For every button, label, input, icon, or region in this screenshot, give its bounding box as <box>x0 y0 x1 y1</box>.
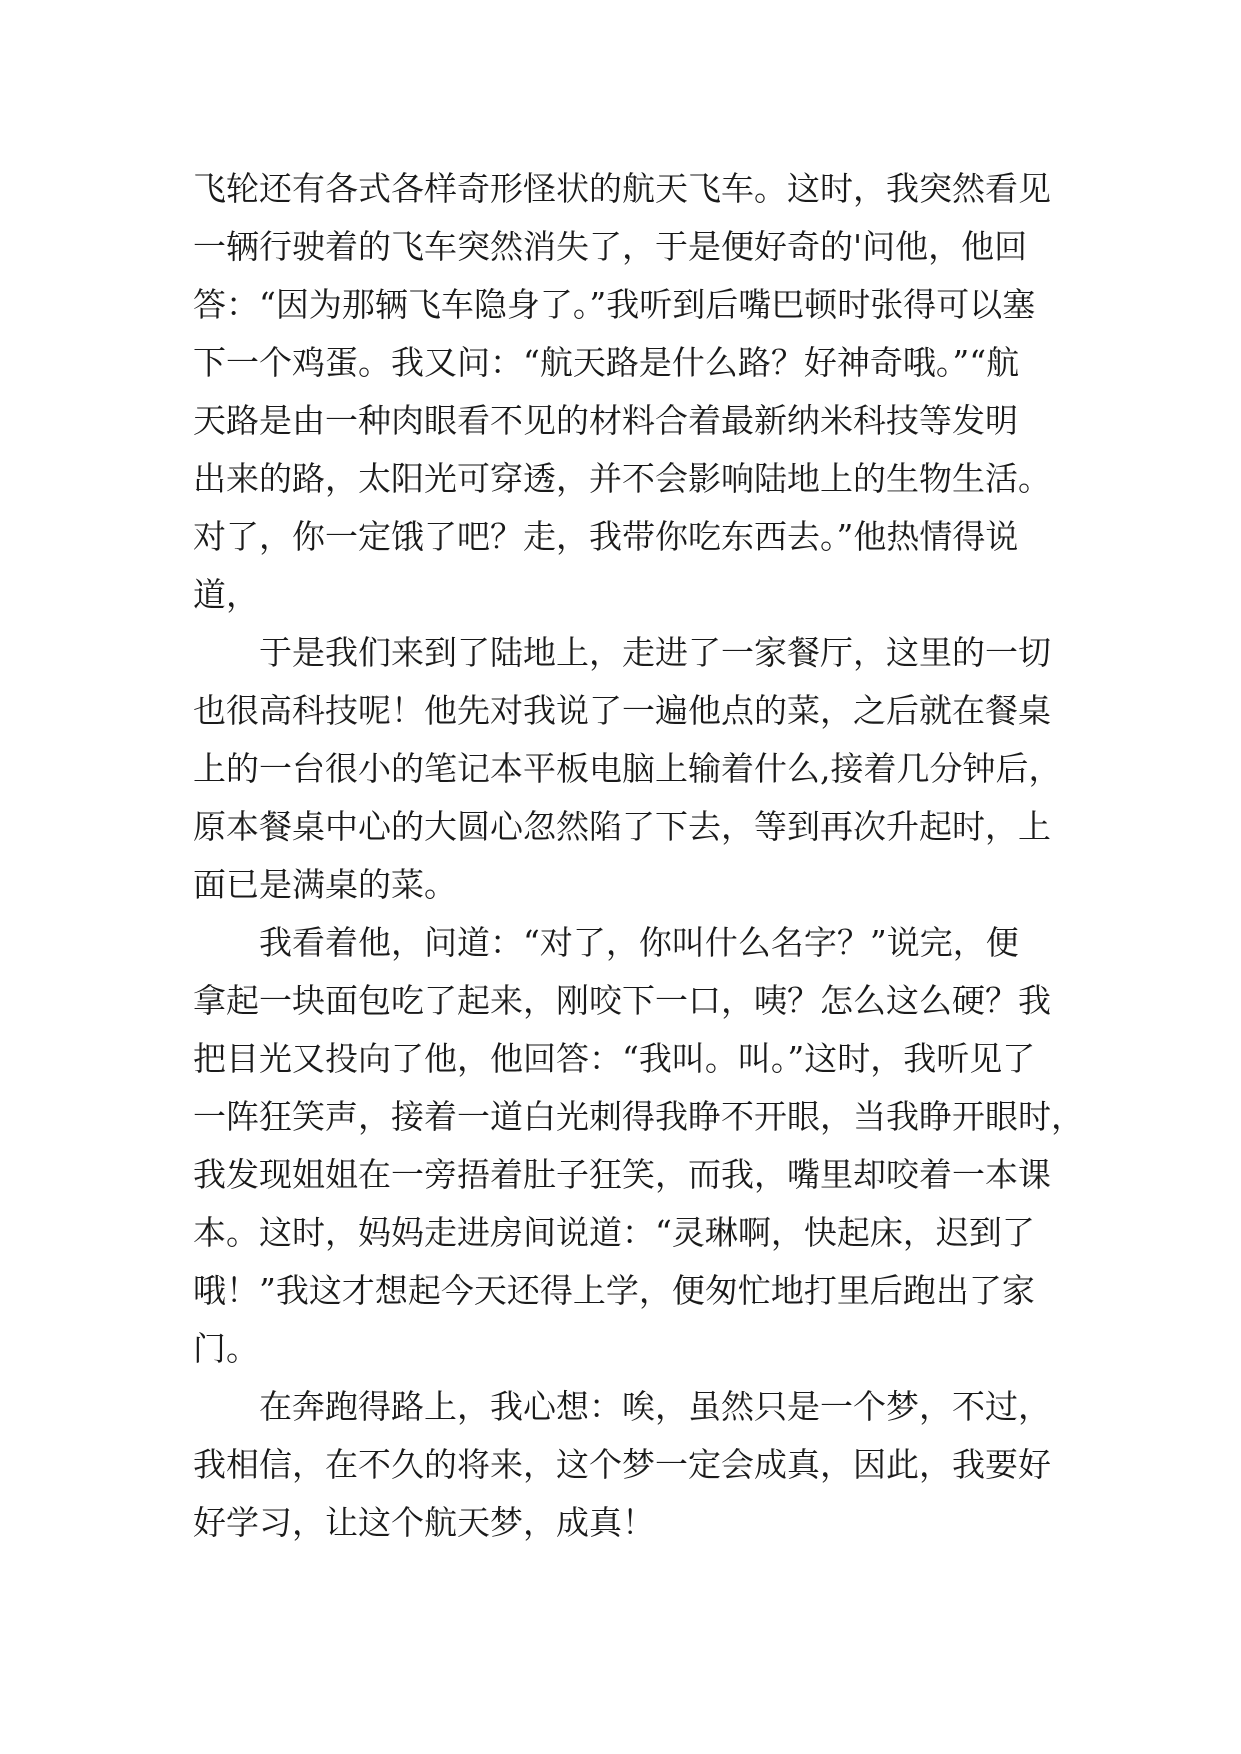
text-line: 拿起一块面包吃了起来，刚咬下一口，咦？怎么这么硬？我 <box>193 981 1051 1020</box>
text-line: 我相信，在不久的将来，这个梦一定会成真，因此，我要好 <box>193 1445 1051 1484</box>
text-line: 天路是由一种肉眼看不见的材料合着最新纳米科技等发明 <box>193 401 1018 440</box>
text-line: 一阵狂笑声，接着一道白光刺得我睁不开眼，当我睁开眼时， <box>193 1097 1084 1136</box>
text-line: 我发现姐姐在一旁捂着肚子狂笑，而我，嘴里却咬着一本课 <box>193 1155 1051 1194</box>
text-line: 一辆行驶着的飞车突然消失了，于是便好奇的'问他，他回 <box>193 227 1028 266</box>
paragraph-2 <box>193 624 1063 914</box>
text-line: 出来的路，太阳光可穿透，并不会影响陆地上的生物生活。 <box>193 459 1051 498</box>
text-line: 对了，你一定饿了吧？走，我带你吃东西去。”他热情得说 <box>193 517 1019 556</box>
text-line: 在奔跑得路上，我心想：唉，虽然只是一个梦，不过， <box>259 1387 1051 1426</box>
text-line: 好学习，让这个航天梦，成真！ <box>193 1503 655 1542</box>
essay-body <box>193 160 1084 1552</box>
text-line: 门。 <box>193 1329 259 1368</box>
text-line: 也很高科技呢！他先对我说了一遍他点的菜，之后就在餐桌 <box>193 691 1051 730</box>
text-line: 道， <box>193 575 259 614</box>
text-line: 原本餐桌中心的大圆心忽然陷了下去，等到再次升起时，上 <box>193 807 1051 846</box>
text-line: 哦！”我这才想起今天还得上学，便匆忙地打里后跑出了家 <box>193 1271 1035 1310</box>
text-line: 把目光又投向了他，他回答：“我叫。叫。”这时，我听见了 <box>193 1039 1036 1078</box>
text-line: 本。这时，妈妈走进房间说道：“灵琳啊，快起床，迟到了 <box>193 1213 1035 1252</box>
paragraph-1 <box>193 160 1063 624</box>
text-line: 下一个鸡蛋。我又问：“航天路是什么路？好神奇哦。”“航 <box>193 343 1020 382</box>
text-line: 答：“因为那辆飞车隐身了。”我听到后嘴巴顿时张得可以塞 <box>193 285 1036 324</box>
text-line: 飞轮还有各式各样奇形怪状的航天飞车。这时，我突然看见 <box>193 169 1051 208</box>
paragraph-4 <box>193 1378 1063 1552</box>
text-line: 面已是满桌的菜。 <box>193 865 457 904</box>
text-line: 我看着他，问道：“对了，你叫什么名字？”说完，便 <box>259 923 1019 962</box>
text-line: 上的一台很小的笔记本平板电脑上输着什么,接着几分钟后， <box>193 749 1062 788</box>
paragraph-3 <box>193 914 1084 1378</box>
text-line: 于是我们来到了陆地上，走进了一家餐厅，这里的一切 <box>259 633 1051 672</box>
